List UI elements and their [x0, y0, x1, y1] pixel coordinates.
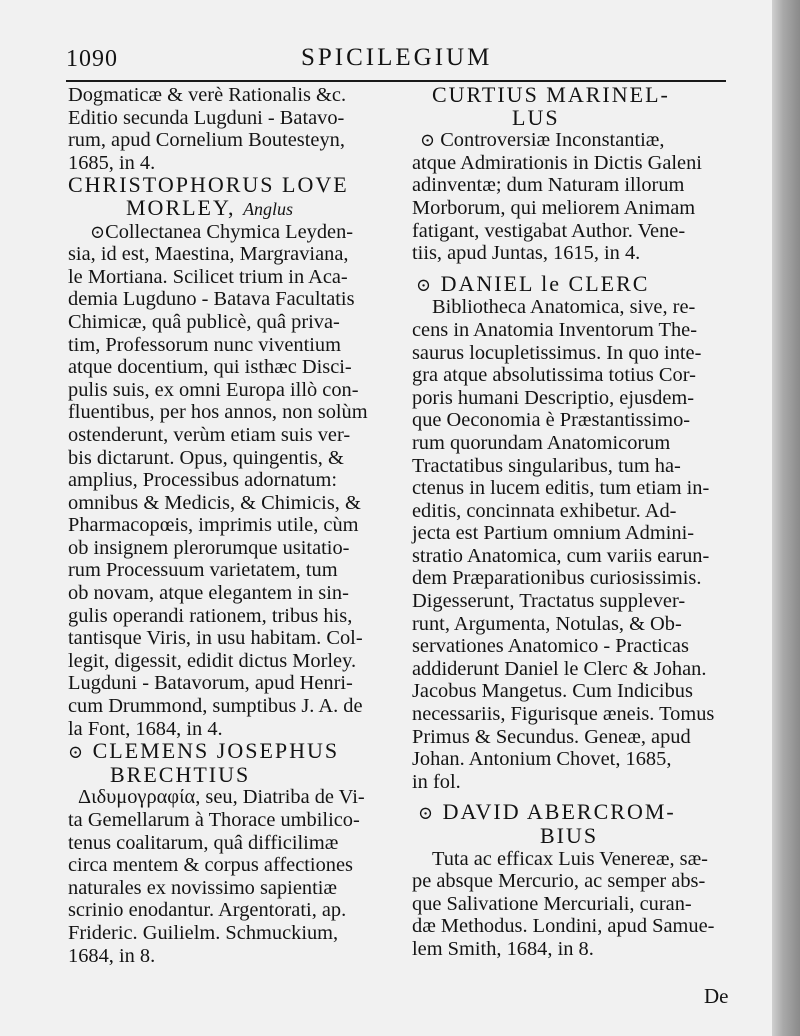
text-line: tenus coalitarum, quâ difficilimæ	[68, 831, 339, 854]
text-line: atque docentium, qui isthæc Disci-	[68, 356, 352, 379]
text-line: runt, Argumenta, Notulas, & Ob-	[412, 612, 682, 635]
text-line: ostenderunt, verùm etiam suis ver-	[68, 423, 351, 446]
text-line: circa mentem & corpus affectiones	[68, 854, 353, 877]
text-line: Lugduni - Batavorum, apud Henri-	[68, 672, 353, 695]
text-line: tantisque Viris, in usu habitam. Col-	[68, 627, 363, 650]
left-column	[68, 84, 398, 967]
author-heading	[412, 270, 764, 297]
bullet-mark-icon: ⊙	[68, 742, 86, 763]
entry-text	[68, 786, 398, 967]
entry-text	[68, 84, 398, 174]
text-line: cens in Anatomia Inventorum The-	[412, 318, 698, 341]
text-line: Chimicæ, quâ publicè, quâ priva-	[68, 310, 340, 333]
text-line: Jacobus Mangetus. Cum Indicibus	[412, 680, 693, 703]
author-name-line	[68, 740, 398, 764]
text-line: Bibliotheca Anatomica, sive, re-	[432, 296, 696, 319]
text-line: stratio Anatomica, cum variis earun-	[412, 544, 710, 567]
text-line-content: Controversiæ Inconstantiæ,	[440, 129, 665, 152]
text-line: saurus locupletissimus. In quo inte-	[412, 341, 702, 364]
text-line: Digesserunt, Tractatus supplever-	[412, 590, 686, 613]
text-line: atque Admirationis in Dictis Galeni	[412, 151, 702, 174]
text-line: demia Lugduno - Batava Facultatis	[68, 288, 355, 311]
text-line: in fol.	[412, 770, 461, 793]
text-line: cum Drummond, sumptibus J. A. de	[68, 695, 363, 718]
text-line: pe absque Mercurio, ac semper abs-	[412, 870, 706, 893]
bullet-mark-icon: ⊙	[420, 130, 436, 151]
text-line: fatigant, vestigabat Author. Vene-	[412, 219, 686, 242]
text-line	[68, 221, 398, 244]
text-line: bis dictarunt. Opus, quingentis, &	[68, 446, 344, 469]
text-line: omnibus & Medicis, & Chimicis, &	[68, 491, 361, 514]
bullet-mark-icon: ⊙	[416, 274, 434, 295]
facing-page-edge	[772, 0, 800, 1036]
text-line: ob novam, atque elegantem in sin-	[68, 582, 349, 605]
text-line: poris humani Descriptio, ejusdem-	[412, 386, 695, 409]
text-line: dæ Methodus. Londini, apud Samue-	[412, 915, 715, 938]
text-line: 1684, in 8.	[68, 944, 156, 967]
entry-text	[68, 221, 398, 741]
text-line: rum quorundam Anatomicorum	[412, 431, 671, 454]
bullet-mark-icon: ⊙	[90, 221, 106, 242]
text-line: necessariis, Figurisque æneis. Tomus	[412, 703, 715, 726]
author-name: DAVID ABERCROM-	[442, 799, 676, 825]
text-line: jecta est Partium omnium Admini-	[412, 522, 695, 545]
text-line: Διδυμογραφία, seu, Diatriba de Vi-	[78, 786, 365, 809]
text-line: tim, Professorum nunc viventium	[68, 333, 341, 356]
author-name-line: BRECHTIUS	[110, 761, 251, 787]
text-line: Johan. Antonium Chovet, 1685,	[412, 748, 672, 771]
author-name-line	[412, 270, 764, 297]
page-header	[66, 44, 716, 78]
page-number: 1090	[66, 46, 118, 72]
text-line: scrinio enodantur. Argentorati, ap.	[68, 899, 347, 922]
running-head: SPICILEGIUM	[301, 44, 493, 71]
text-line: addiderunt Daniel le Clerc & Johan.	[412, 657, 707, 680]
text-line: dem Præparationibus curiosissimis.	[412, 567, 702, 590]
author-name-line: LUS	[512, 104, 560, 130]
right-column	[412, 84, 764, 961]
text-line: amplius, Processibus adornatum:	[68, 469, 338, 492]
author-name: DANIEL le CLERC	[440, 270, 650, 296]
text-line: lem Smith, 1684, in 8.	[412, 937, 594, 960]
text-line: legit, digessit, edidit dictus Morley.	[68, 649, 357, 672]
text-line: rum Processuum varietatem, tum	[68, 559, 338, 582]
text-line: naturales ex novissimo sapientiæ	[68, 876, 338, 899]
text-line	[412, 129, 764, 152]
text-line: Dogmaticæ & verè Rationalis &c.	[68, 84, 347, 106]
text-line: 1685, in 4.	[68, 151, 156, 174]
text-line: editis, concinnata exhibetur. Ad-	[412, 499, 677, 522]
text-line: ob insignem plerorumque usitatio-	[68, 536, 350, 559]
author-heading	[68, 740, 398, 786]
text-line: rum, apud Cornelium Boutesteyn,	[68, 129, 345, 152]
text-line: adinventæ; dum Naturam illorum	[412, 174, 685, 197]
entry-text	[412, 296, 764, 793]
entry-text	[412, 129, 764, 265]
text-line: gra atque absolutissima totius Cor-	[412, 364, 696, 387]
text-line: servationes Anatomico - Practicas	[412, 635, 689, 658]
text-line: Editio secunda Lugduni - Batavo-	[68, 106, 345, 129]
author-name: CLEMENS JOSEPHUS	[92, 738, 340, 764]
author-heading	[412, 84, 764, 129]
author-name: MORLEY,	[126, 194, 236, 220]
author-nation: Anglus	[243, 198, 294, 219]
text-line: ctenus in lucem editis, tum etiam in-	[412, 477, 710, 500]
text-line: que Salivatione Mercuriali, curan-	[412, 892, 692, 915]
author-name-line	[68, 194, 398, 221]
catchword: De	[704, 984, 729, 1008]
text-line: sia, id est, Maestina, Margraviana,	[68, 243, 349, 266]
text-line: Tuta ac efficax Luis Venereæ, sæ-	[432, 847, 708, 870]
text-line: Morborum, qui meliorem Animam	[412, 196, 696, 219]
text-line: Primus & Secundus. Geneæ, apud	[412, 725, 691, 748]
text-line: gulis operandi rationem, tribus his,	[68, 604, 353, 627]
text-line: tiis, apud Juntas, 1615, in 4.	[412, 242, 641, 265]
text-line: que Oeconomia è Præstantissimo-	[412, 409, 691, 432]
text-line: Pharmacopœis, imprimis utile, cùm	[68, 514, 359, 537]
author-heading	[412, 801, 764, 847]
entry-text	[412, 848, 764, 961]
text-line: ta Gemellarum à Thorace umbilico-	[68, 809, 360, 831]
text-line: la Font, 1684, in 4.	[68, 717, 223, 740]
text-line: fluentibus, per hos annos, non solùm	[68, 401, 368, 424]
author-heading	[68, 174, 398, 220]
text-line-content: Collectanea Chymica Leyden-	[105, 220, 354, 243]
text-line: pulis suis, ex omni Europa illò con-	[68, 378, 359, 401]
author-name-line: CHRISTOPHORUS LOVE	[68, 172, 349, 198]
text-line: Frideric. Guilielm. Schmuckium,	[68, 921, 339, 944]
text-line: le Mortiana. Scilicet trium in Aca-	[68, 265, 348, 288]
bullet-mark-icon: ⊙	[418, 803, 436, 824]
text-line: Tractatibus singularibus, tum ha-	[412, 454, 681, 477]
author-name-line: BIUS	[540, 823, 599, 848]
author-name-line: CURTIUS MARINEL-	[432, 82, 670, 107]
author-name-line	[412, 801, 764, 825]
